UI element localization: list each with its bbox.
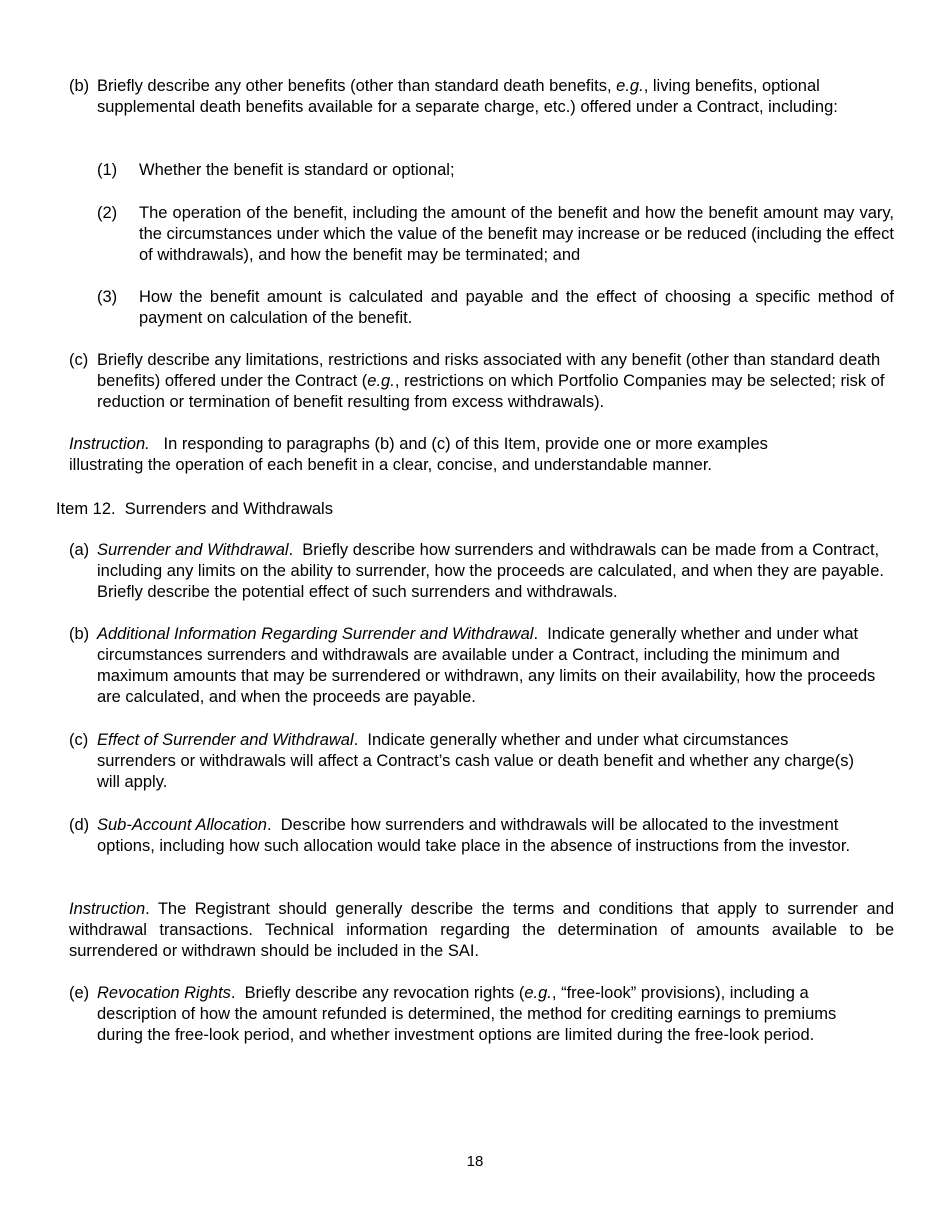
instruction-text: . The Registrant should generally describe the terms and conditions that apply to surrender and withdrawal transactions. Technical information regarding the determination of amounts available to be surrendered or withdrawn should be included in the SAI. bbox=[69, 900, 894, 960]
item11-instruction bbox=[69, 434, 829, 476]
instruction-text: In responding to paragraphs (b) and (c) of this Item, provide one or more examples illustrating the operation of each benefit in a clear, concise, and understandable manner. bbox=[69, 435, 768, 474]
subparagraph-text: Whether the benefit is standard or optional; bbox=[139, 161, 455, 179]
paragraph-text: Additional Information Regarding Surrender and Withdrawal. Indicate generally whether and under what circumstances surrenders and withdrawals are available under a Contract, including the minimum and maximum amounts that may be surrendered or withdrawn, any limits on their availability, how the proceeds are calculated, and when the proceeds are payable. bbox=[97, 625, 880, 706]
paragraph-label: (b) bbox=[69, 625, 90, 643]
paragraph-label: (b) bbox=[69, 77, 90, 95]
paragraph-text: Sub-Account Allocation. Describe how surrenders and withdrawals will be allocated to the investment options, including how such allocation would take place in the absence of instructions from the investor. bbox=[97, 816, 851, 855]
instruction-label: Instruction bbox=[69, 900, 146, 918]
subparagraph-label: (1) bbox=[97, 161, 118, 179]
subparagraph-label: (2) bbox=[97, 204, 118, 222]
item12-paragraph-d bbox=[69, 815, 869, 857]
paragraph-text: Surrender and Withdrawal. Briefly describe how surrenders and withdrawals can be made from a Contract, including any limits on the ability to surrender, how the proceeds are calculated, and when they are payable. Briefly describe the potential effect of such surrenders and withdrawals. bbox=[97, 541, 894, 601]
paragraph-label: (d) bbox=[69, 816, 90, 834]
item12-paragraph-e bbox=[69, 983, 869, 1046]
instruction-label: Instruction. bbox=[69, 435, 150, 453]
item11-paragraph-b bbox=[69, 76, 887, 118]
item11-subparagraph-3 bbox=[97, 287, 894, 329]
item11-subparagraph-1 bbox=[97, 160, 894, 181]
item11-subparagraph-2 bbox=[97, 203, 894, 266]
item12-instruction bbox=[69, 899, 894, 962]
item12-heading: Item 12. Surrenders and Withdrawals bbox=[56, 500, 333, 518]
item11-paragraph-c bbox=[69, 350, 885, 413]
item12-paragraph-a bbox=[69, 540, 894, 603]
paragraph-label: (c) bbox=[69, 351, 89, 369]
paragraph-text: Revocation Rights. Briefly describe any revocation rights (e.g., “free-look” provisions), including a description of how the amount refunded is determined, the method for crediting earnings to premiums during the free-look period, and whether investment options are limited during the free-look period. bbox=[97, 984, 841, 1044]
paragraph-label: (e) bbox=[69, 984, 90, 1002]
paragraph-label: (c) bbox=[69, 731, 89, 749]
paragraph-label: (a) bbox=[69, 541, 90, 559]
subparagraph-text: How the benefit amount is calculated and payable and the effect of choosing a specific method of payment on calculation of the benefit. bbox=[139, 288, 894, 327]
subparagraph-text: The operation of the benefit, including the amount of the benefit and how the benefit amount may vary, the circumstances under which the value of the benefit may increase or be reduced (including the effect of withdrawals), and how the benefit may be terminated; and bbox=[139, 204, 894, 264]
item12-paragraph-c bbox=[69, 730, 859, 793]
paragraph-text: Briefly describe any limitations, restrictions and risks associated with any benefit (other than standard death benefits) offered under the Contract (e.g., restrictions on which Portfolio Companies may be selected; risk of reduction or termination of benefit resulting from excess withdrawals). bbox=[97, 351, 885, 411]
item12-paragraph-b bbox=[69, 624, 887, 708]
page-number: 18 bbox=[466, 1153, 484, 1170]
paragraph-text: Effect of Surrender and Withdrawal. Indicate generally whether and under what circumstances surrenders or withdrawals will affect a Contract’s cash value or death benefit and whether any charge(s) will apply. bbox=[97, 731, 859, 791]
subparagraph-label: (3) bbox=[97, 288, 118, 306]
paragraph-text: Briefly describe any other benefits (other than standard death benefits, e.g., living benefits, optional supplemental death benefits available for a separate charge, etc.) offered under a Contract, including: bbox=[97, 77, 838, 116]
